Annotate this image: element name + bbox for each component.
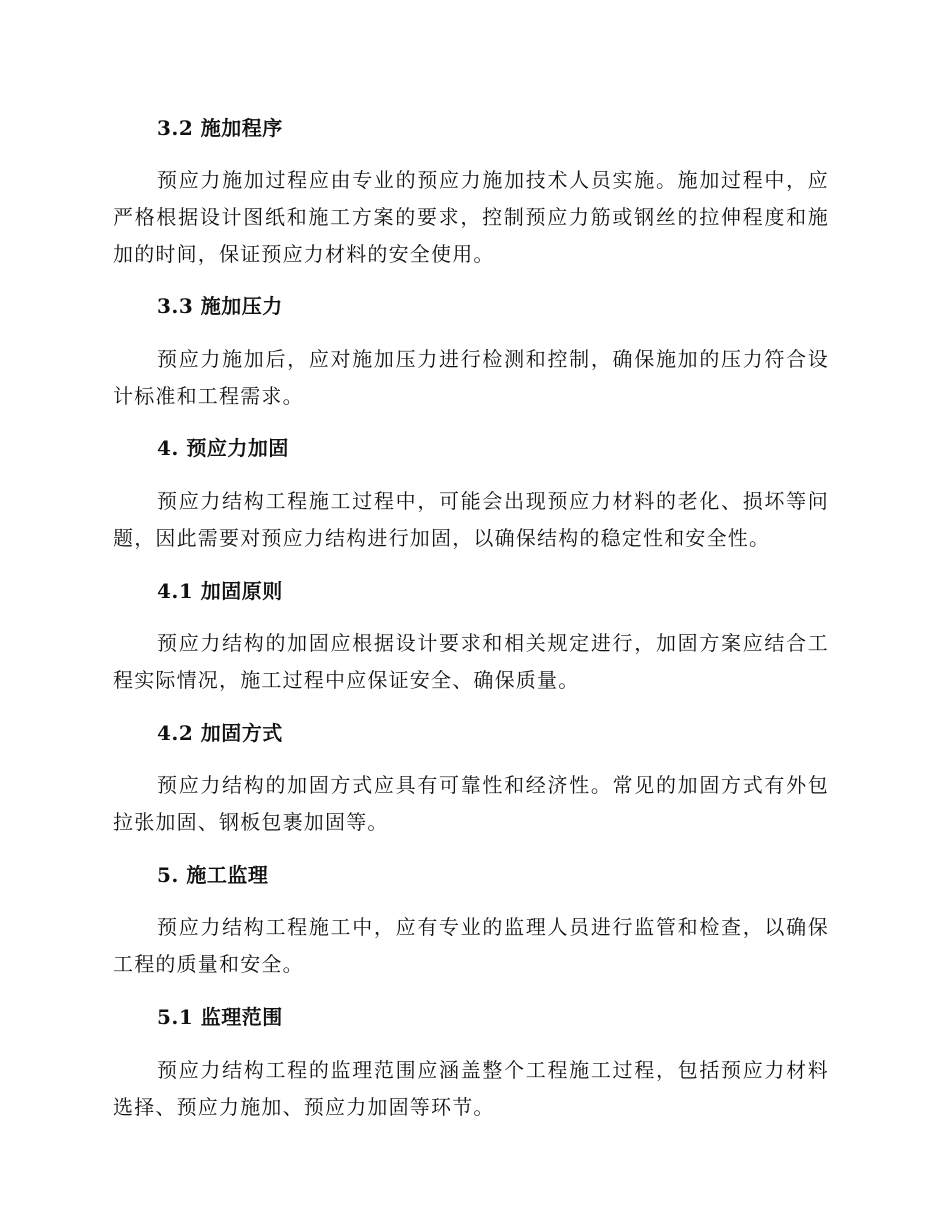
- section-heading-4: 4. 预应力加固: [157, 436, 289, 460]
- section-heading-5: 5. 施工监理: [157, 863, 269, 887]
- section-heading-4-1: 4.1 加固原则: [157, 579, 283, 603]
- section-paragraph-3-3: 预应力施加后，应对施加压力进行检测和控制，确保施加的压力符合设计标准和工程需求。: [113, 347, 829, 408]
- section-paragraph-4: 预应力结构工程施工过程中，可能会出现预应力材料的老化、损坏等问题，因此需要对预应力结构进行加固，以确保结构的稳定性和安全性。: [113, 489, 829, 550]
- section-paragraph-5-1: 预应力结构工程的监理范围应涵盖整个工程施工过程，包括预应力材料选择、预应力施加、预应力加固等环节。: [113, 1058, 829, 1119]
- section-heading-5-1: 5.1 监理范围: [157, 1005, 283, 1029]
- section-paragraph-5: 预应力结构工程施工中，应有专业的监理人员进行监管和检查，以确保工程的质量和安全。: [113, 915, 829, 976]
- section-paragraph-3-2: 预应力施加过程应由专业的预应力施加技术人员实施。施加过程中，应严格根据设计图纸和施工方案的要求，控制预应力筋或钢丝的拉伸程度和施加的时间，保证预应力材料的安全使用。: [113, 168, 829, 266]
- section-heading-3-3: 3.3 施加压力: [157, 294, 283, 318]
- section-paragraph-4-2: 预应力结构的加固方式应具有可靠性和经济性。常见的加固方式有外包拉张加固、钢板包裹加固等。: [113, 773, 829, 834]
- section-paragraph-4-1: 预应力结构的加固应根据设计要求和相关规定进行，加固方案应结合工程实际情况，施工过程中应保证安全、确保质量。: [113, 631, 829, 692]
- section-heading-4-2: 4.2 加固方式: [157, 721, 283, 745]
- section-heading-3-2: 3.2 施加程序: [157, 116, 283, 140]
